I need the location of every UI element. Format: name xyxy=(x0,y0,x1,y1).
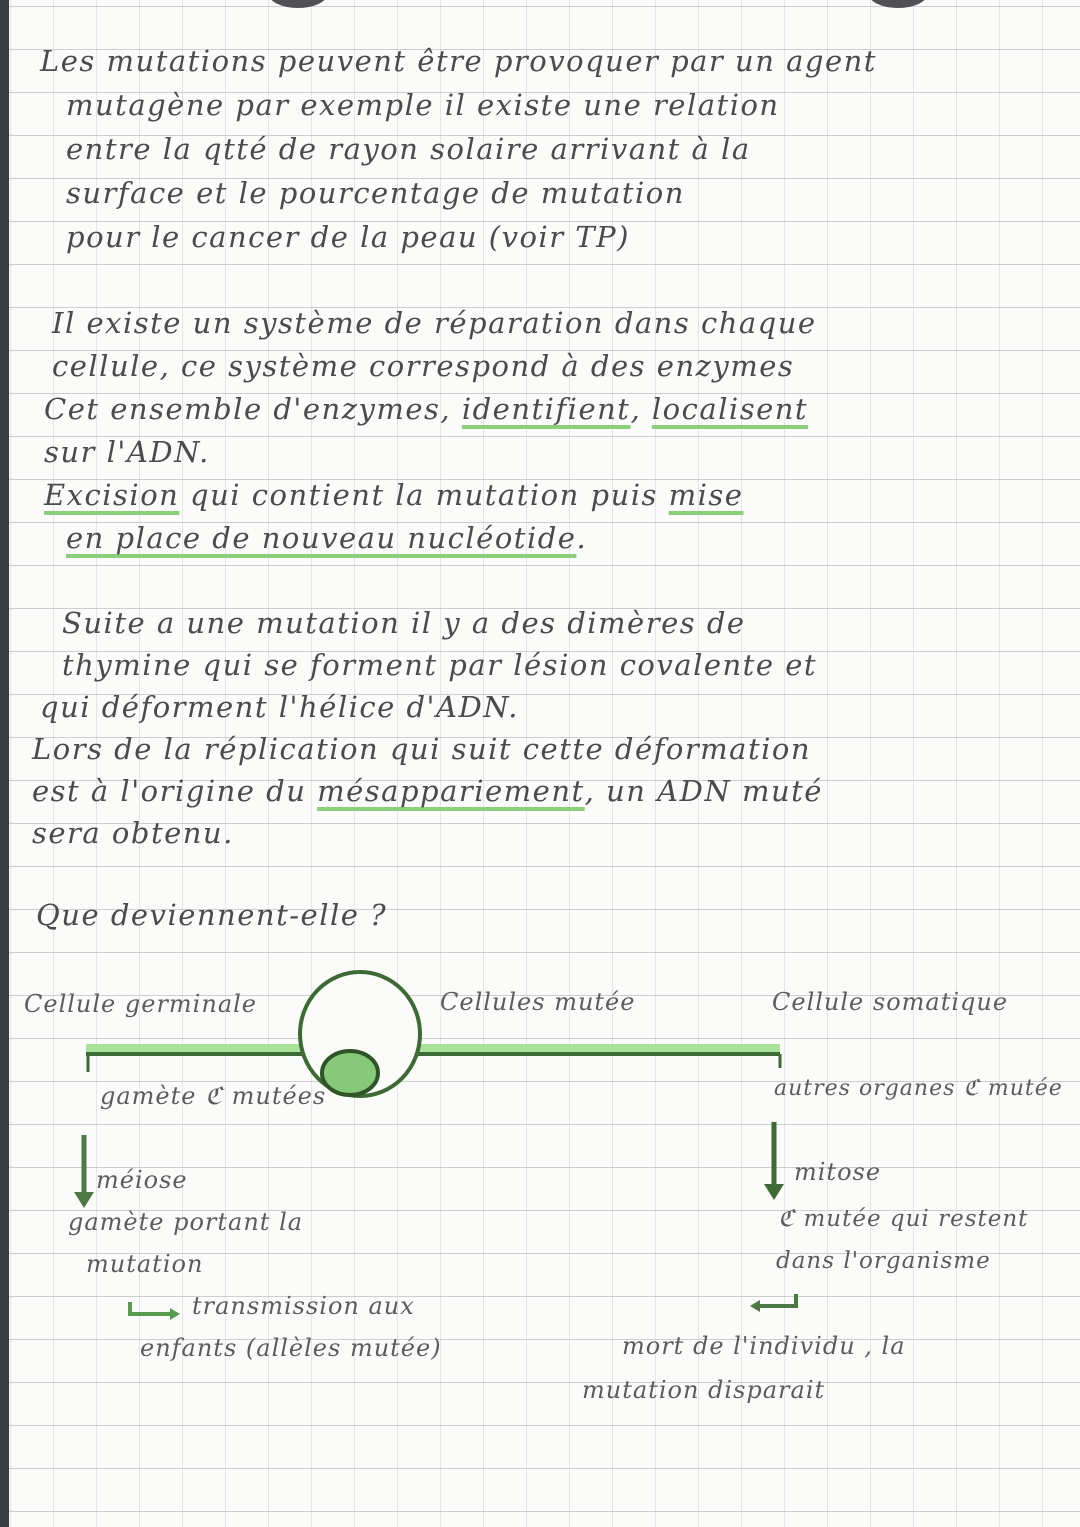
label-somatic-cell: Cellule somatique xyxy=(772,988,1009,1016)
right-consequence-line-2: mutation disparait xyxy=(582,1376,826,1404)
p1-line-4: surface et le pourcentage de mutation xyxy=(66,176,685,210)
underlined-excision: Excision xyxy=(44,478,180,512)
p1-line-3: entre la qtté de rayon solaire arrivant à la xyxy=(66,132,751,166)
question-heading: Que deviennent-elle ? xyxy=(36,898,388,932)
p3-line-5-end: , un ADN muté xyxy=(584,774,823,808)
left-consequence-line-2: enfants (allèles mutée) xyxy=(140,1334,442,1362)
label-germinal-cell: Cellule germinale xyxy=(24,990,257,1018)
p2-line-5-text: qui contient la mutation puis xyxy=(179,478,669,512)
death-hook-arrow-icon xyxy=(756,1294,796,1306)
p2-line-4: sur l'ADN. xyxy=(44,435,210,469)
p1-line-1: Les mutations peuvent être provoquer par un agent xyxy=(40,44,877,78)
left-consequence-line-1: transmission aux xyxy=(192,1292,415,1320)
underlined-mise: mise xyxy=(668,478,744,512)
left-result-line-2: mutation xyxy=(86,1250,204,1278)
underlined-nouveau-nucleotide: en place de nouveau nucléotide xyxy=(66,521,577,555)
p1-line-5: pour le cancer de la peau (voir TP) xyxy=(66,220,630,254)
underlined-mesappariement: mésappariement xyxy=(317,774,585,808)
p2-line-3-text: Cet ensemble d'enzymes, xyxy=(44,392,462,426)
p3-line-6: sera obtenu. xyxy=(32,816,234,850)
label-mutated-cells: Cellules mutée xyxy=(440,988,636,1016)
left-result-line-1: gamète portant la xyxy=(68,1208,304,1236)
underlined-localisent: localisent xyxy=(651,392,809,426)
p3-line-4: Lors de la réplication qui suit cette déformation xyxy=(32,732,812,766)
right-result-line-2: dans l'organisme xyxy=(776,1248,991,1274)
period: . xyxy=(576,521,588,555)
right-consequence-line-1: mort de l'individu , la xyxy=(622,1332,906,1360)
p2-line-1: Il existe un système de réparation dans chaque xyxy=(52,306,817,340)
comma: , xyxy=(630,392,652,426)
p2-line-2: cellule, ce système correspond à des enzymes xyxy=(52,349,795,383)
label-mitose: mitose xyxy=(794,1158,882,1186)
p3-line-2: thymine qui se forment par lésion covalente et xyxy=(62,648,818,682)
p3-line-3: qui déforment l'hélice d'ADN. xyxy=(40,690,519,724)
p3-line-5-text: est à l'origine du xyxy=(32,774,318,808)
label-gamete-mutated: gamète ℭ mutées xyxy=(100,1082,327,1110)
nucleus-icon xyxy=(322,1051,378,1095)
p3-line-1: Suite a une mutation il y a des dimères de xyxy=(62,606,746,640)
label-other-organs: autres organes ℭ mutée xyxy=(774,1076,1063,1101)
label-meiose: méiose xyxy=(96,1166,188,1194)
underlined-identifient: identifient xyxy=(461,392,631,426)
right-result-line-1: ℭ mutée qui restent xyxy=(778,1206,1029,1232)
p1-line-2: mutagène par exemple il existe une relation xyxy=(66,88,780,122)
transmission-hook-arrow-icon xyxy=(130,1302,172,1314)
